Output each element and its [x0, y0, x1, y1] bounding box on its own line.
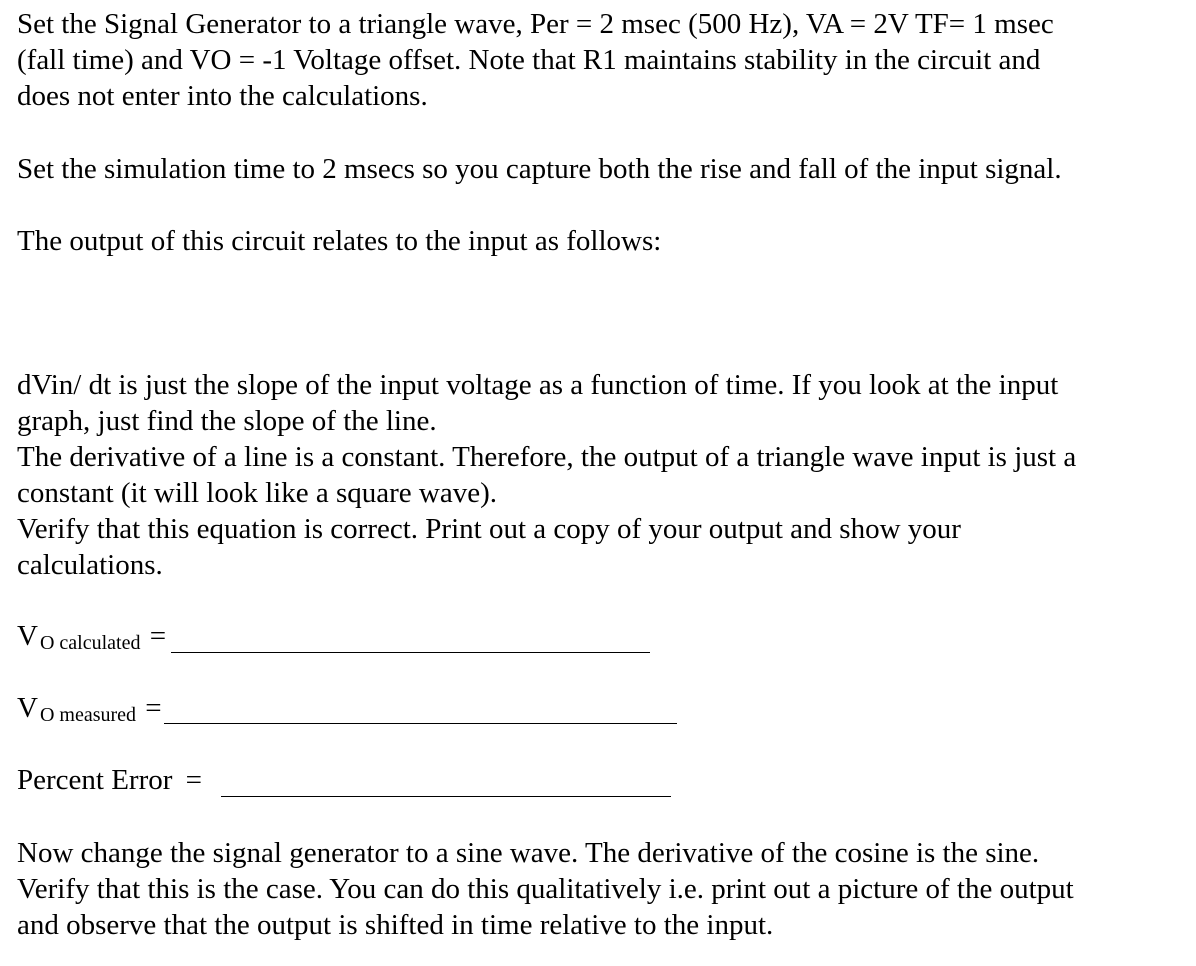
- vo-calculated-symbol: V: [17, 620, 38, 652]
- paragraph-line: Set the Signal Generator to a triangle wave, Per = 2 msec (500 Hz), VA = 2V TF= 1 msec: [17, 8, 1054, 40]
- percent-error-label: [17, 762, 202, 798]
- paragraph-line: The output of this circuit relates to the input as follows:: [17, 225, 662, 257]
- paragraph-line: graph, just find the slope of the line.: [17, 405, 437, 437]
- paragraph-line: Verify that this equation is correct. Print out a copy of your output and show your: [17, 513, 961, 545]
- vo-calculated-label: [17, 618, 166, 657]
- percent-error-blank[interactable]: [221, 796, 671, 797]
- paragraph-line: Verify that this is the case. You can do this qualitatively i.e. print out a picture of the output: [17, 873, 1074, 905]
- vo-measured-label: [17, 690, 162, 729]
- vo-measured-blank[interactable]: [164, 723, 677, 724]
- paragraph-line: The derivative of a line is a constant. Therefore, the output of a triangle wave input is just a: [17, 441, 1077, 473]
- vo-calculated-blank[interactable]: [171, 652, 650, 653]
- instructions-paragraph-derivative: [17, 367, 1076, 583]
- instructions-paragraph-output-relation: [17, 223, 661, 259]
- vo-measured-subscript: O measured: [39, 704, 137, 726]
- vo-measured-symbol: V: [17, 692, 38, 724]
- paragraph-line: constant (it will look like a square wave).: [17, 477, 497, 509]
- paragraph-line: and observe that the output is shifted in time relative to the input.: [17, 909, 774, 941]
- equals-sign: =: [185, 764, 203, 796]
- paragraph-line: (fall time) and VO = -1 Voltage offset. Note that R1 maintains stability in the circuit and: [17, 44, 1041, 76]
- paragraph-line: dVin/ dt is just the slope of the input voltage as a function of time. If you look at the input: [17, 369, 1059, 401]
- paragraph-line: calculations.: [17, 549, 163, 581]
- paragraph-line: Set the simulation time to 2 msecs so you capture both the rise and fall of the input signal.: [17, 153, 1062, 185]
- instructions-paragraph-sine-wave: [17, 835, 1074, 943]
- paragraph-line: does not enter into the calculations.: [17, 80, 428, 112]
- equals-sign: =: [149, 620, 167, 652]
- vo-calculated-subscript: O calculated: [39, 632, 141, 654]
- equals-sign: =: [145, 692, 162, 724]
- instructions-paragraph-simulation-time: [17, 151, 1062, 187]
- instructions-paragraph-signal-generator: [17, 6, 1054, 114]
- percent-error-text: Percent Error: [17, 764, 173, 796]
- paragraph-line: Now change the signal generator to a sine wave. The derivative of the cosine is the sine.: [17, 837, 1040, 869]
